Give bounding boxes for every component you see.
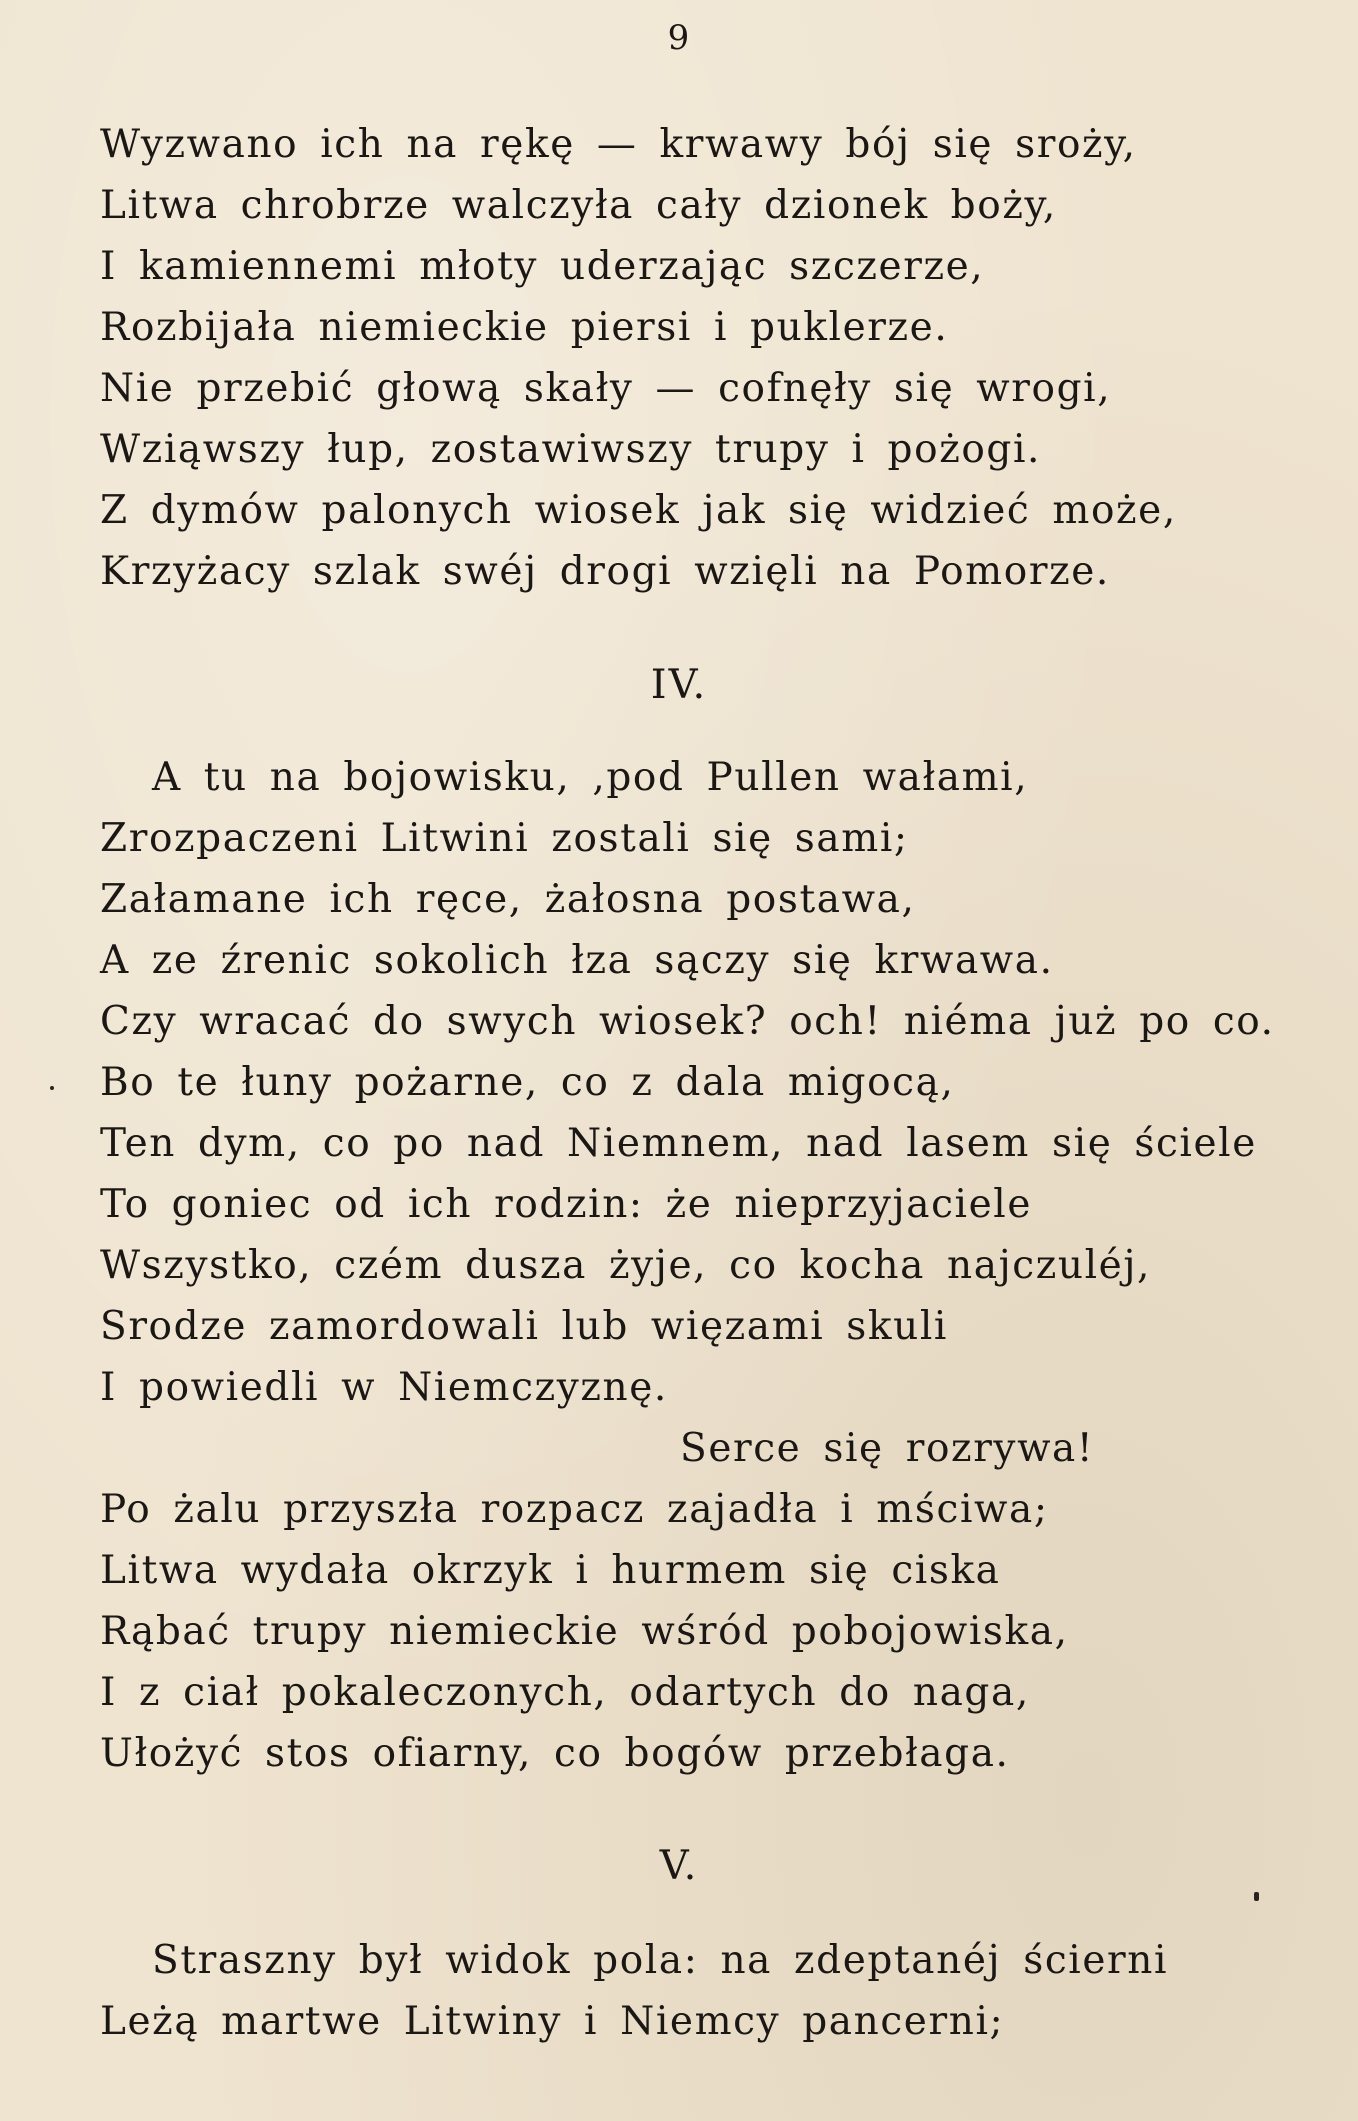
stanza-3 [100,1930,1320,2052]
verse-line: Czy wracać do swych wiosek? och! niéma już po co. [100,999,1275,1044]
verse-line: Po żalu przyszła rozpacz zajadła i mściwa; [100,1487,1049,1532]
verse-line: Straszny był widok pola: na zdeptanéj ścierni [152,1938,1169,1983]
verse-line: I z ciał pokaleczonych, odartych do naga, [100,1670,1030,1715]
verse-line: Rozbijała niemieckie piersi i puklerze. [100,305,949,350]
verse-line: I kamiennemi młoty uderzając szczerze, [100,244,985,289]
verse-line: To goniec od ich rodzin: że nieprzyjaciele [100,1182,1033,1227]
verse-line: Leżą martwe Litwiny i Niemcy pancerni; [100,1999,1005,2044]
verse-line: Wszystko, czém dusza żyje, co kocha najczuléj, [100,1243,1152,1288]
verse-line: Z dymów palonych wiosek jak się widzieć może, [100,488,1177,533]
page-number: 9 [667,18,691,58]
verse-line: Litwa chrobrze walczyła cały dzionek boży, [100,183,1057,228]
verse-line: Bo te łuny pożarne, co z dala migocą, [100,1060,955,1105]
verse-line: Wyzwano ich na rękę — krwawy bój się sroży, [100,122,1137,167]
verse-line: I powiedli w Niemczyznę. [100,1365,668,1410]
section-heading-v: V. [659,1843,699,1889]
verse-line: Litwa wydała okrzyk i hurmem się ciska [100,1548,1001,1593]
verse-line: Ten dym, co po nad Niemnem, nad lasem się ściele [100,1121,1257,1166]
stanza-2 [100,747,1320,1784]
verse-line: Rąbać trupy niemieckie wśród pobojowiska, [100,1609,1069,1654]
verse-line: A ze źrenic sokolich łza sączy się krwawa. [100,938,1054,983]
verse-line: Załamane ich ręce, żałosna postawa, [100,877,916,922]
verse-line: A tu na bojowisku, ,pod Pullen wałami, [152,755,1029,800]
verse-line: Srodze zamordowali lub więzami skuli [100,1304,949,1349]
verse-line: Wziąwszy łup, zostawiwszy trupy i pożogi. [100,427,1042,472]
verse-line: Zrozpaczeni Litwini zostali się sami; [100,816,909,861]
section-heading-iv: IV. [650,662,708,708]
stanza-1 [100,114,1320,602]
ink-speck [1254,1892,1259,1901]
verse-line: Krzyżacy szlak swéj drogi wzięli na Pomorze. [100,549,1110,594]
ink-speck [50,1086,54,1090]
verse-line: Nie przebić głową skały — cofnęły się wrogi, [100,366,1112,411]
verse-line: Serce się rozrywa! [680,1426,1095,1471]
verse-line: Ułożyć stos ofiarny, co bogów przebłaga. [100,1731,1010,1776]
